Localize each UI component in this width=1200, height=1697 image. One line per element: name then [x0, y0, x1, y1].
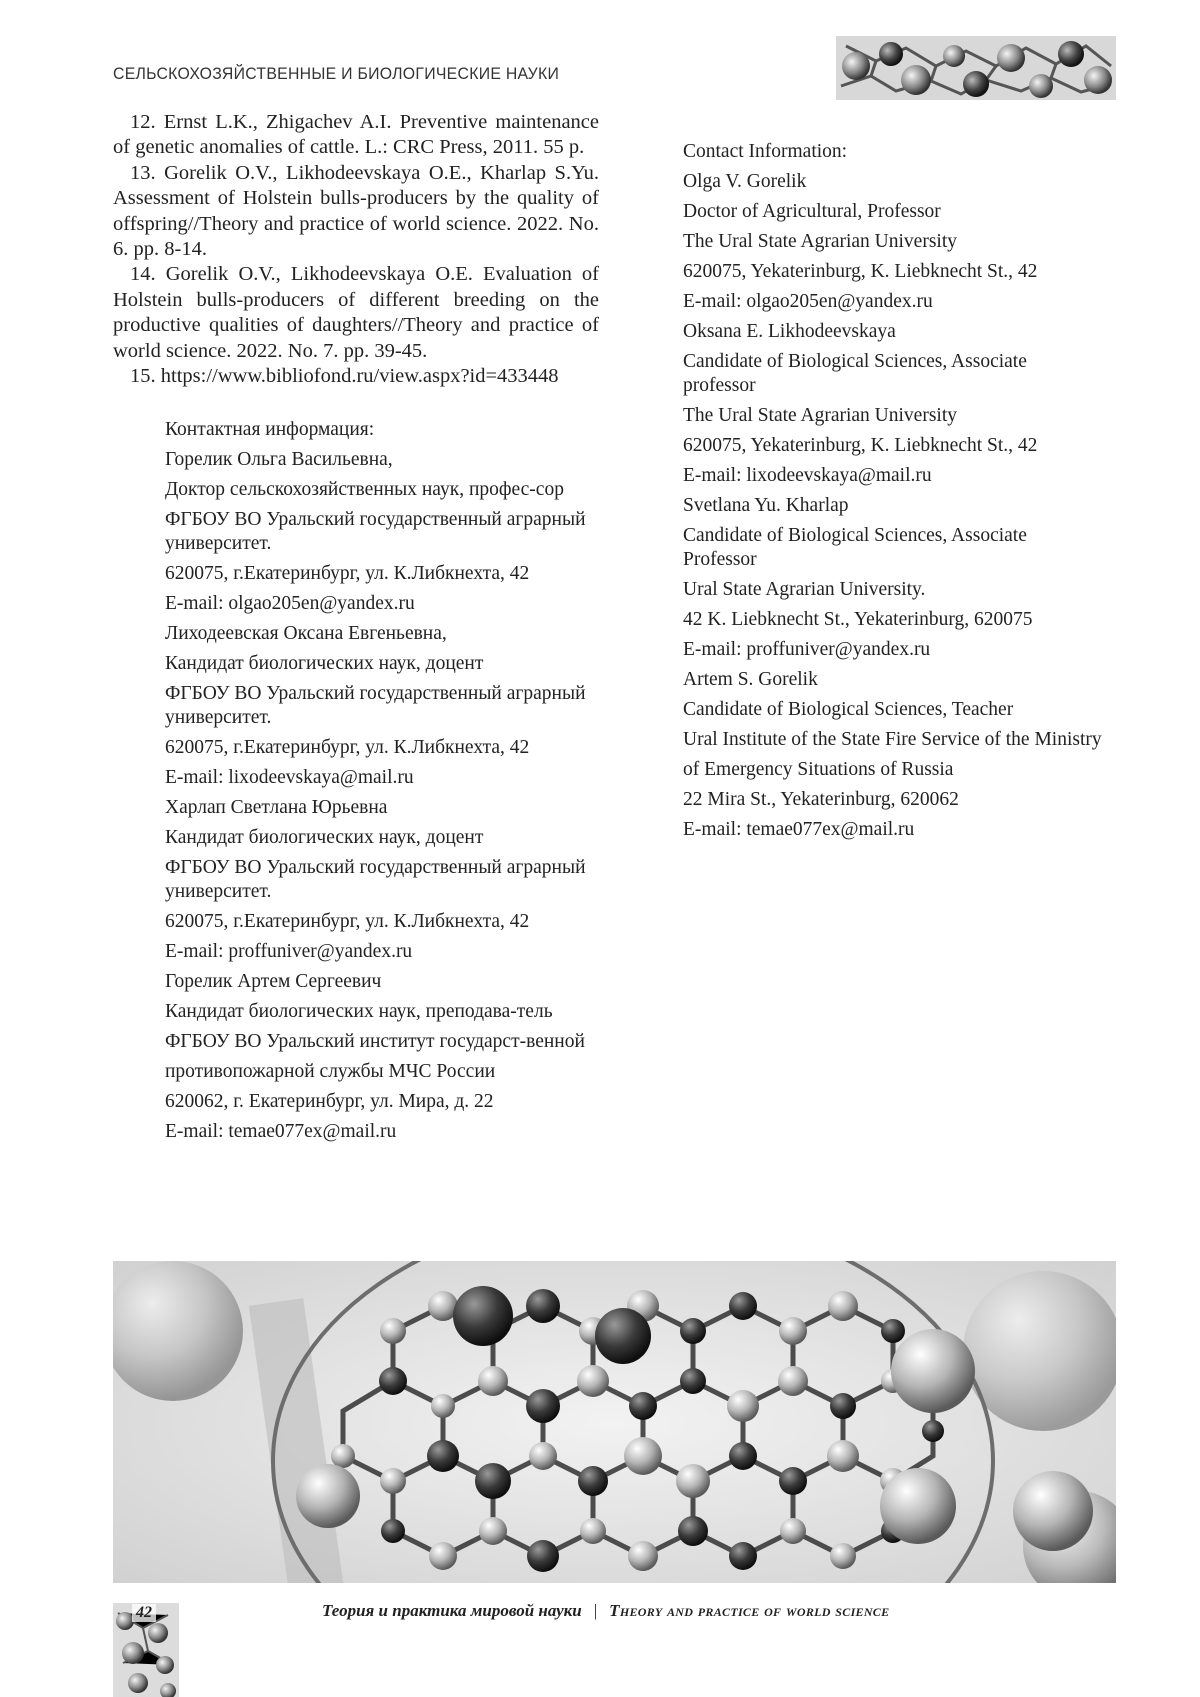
contact-line: Svetlana Yu. Kharlap	[683, 494, 1103, 518]
contact-line: 620075, Yekaterinburg, K. Liebknecht St., 42	[683, 260, 1103, 284]
contact-email: E-mail: proffuniver@yandex.ru	[683, 638, 1103, 662]
contact-line: Кандидат биологических наук, доцент	[165, 826, 595, 850]
journal-title-ru: Теория и практика мировой науки	[322, 1601, 582, 1620]
contact-line: Olga V. Gorelik	[683, 170, 1103, 194]
contact-email: E-mail: olgao205en@yandex.ru	[683, 290, 1103, 314]
contact-line: Горелик Артем Сергеевич	[165, 970, 595, 994]
contact-email: E-mail: temae077ex@mail.ru	[683, 818, 1103, 842]
contact-line: Oksana E. Likhodeevskaya	[683, 320, 1103, 344]
contact-line: The Ural State Agrarian University	[683, 404, 1103, 428]
contact-email: E-mail: proffuniver@yandex.ru	[165, 940, 595, 964]
reference-item: 13. Gorelik O.V., Likhodeevskaya O.E., Kharlap S.Yu. Assessment of Holstein bulls-producers by the quality of offspring//Theory and practice of world science. 2022. No. 6. pp. 8-14.	[113, 161, 599, 263]
contact-email: E-mail: olgao205en@yandex.ru	[165, 592, 595, 616]
contact-line: 620062, г. Екатеринбург, ул. Мира, д. 22	[165, 1090, 595, 1114]
contact-line: ФГБОУ ВО Уральский государственный аграрный университет.	[165, 682, 595, 730]
contact-line: Candidate of Biological Sciences, Associate Professor	[683, 524, 1103, 572]
contact-line: Контактная информация:	[165, 418, 595, 442]
contact-line: ФГБОУ ВО Уральский государственный аграрный университет.	[165, 508, 595, 556]
reference-item: 15. https://www.bibliofond.ru/view.aspx?id=433448	[113, 364, 599, 389]
contact-line: Contact Information:	[683, 140, 1103, 164]
contact-line: of Emergency Situations of Russia	[683, 758, 1103, 782]
contact-line: 620075, г.Екатеринбург, ул. К.Либкнехта, 42	[165, 736, 595, 760]
footer-separator: |	[594, 1601, 597, 1620]
reference-item: 14. Gorelik O.V., Likhodeevskaya O.E. Evaluation of Holstein bulls-producers of different breeding on the productive qualities of daughters//Theory and practice of world science. 2022. No. 7. pp. 39-45.	[113, 262, 599, 364]
contact-line: Кандидат биологических наук, доцент	[165, 652, 595, 676]
references-list	[113, 110, 599, 389]
page-number: 42	[132, 1604, 156, 1622]
contact-line: Ural Institute of the State Fire Service of the Ministry	[683, 728, 1103, 752]
contact-line: Доктор сельскохозяйственных наук, профес-сор	[165, 478, 595, 502]
fullerene-banner-image	[113, 1261, 1116, 1583]
contact-line: Горелик Ольга Васильевна,	[165, 448, 595, 472]
contact-info-english	[683, 140, 1103, 848]
contact-email: E-mail: lixodeevskaya@mail.ru	[165, 766, 595, 790]
header-molecule-image	[836, 36, 1116, 100]
contact-line: 22 Mira St., Yekaterinburg, 620062	[683, 788, 1103, 812]
contact-line: 620075, г.Екатеринбург, ул. К.Либкнехта, 42	[165, 562, 595, 586]
contact-line: 620075, г.Екатеринбург, ул. К.Либкнехта, 42	[165, 910, 595, 934]
reference-item: 12. Ernst L.K., Zhigachev A.I. Preventive maintenance of genetic anomalies of cattle. L.: CRC Press, 2011. 55 p.	[113, 110, 599, 161]
contact-line: The Ural State Agrarian University	[683, 230, 1103, 254]
contact-line: ФГБОУ ВО Уральский государственный аграрный университет.	[165, 856, 595, 904]
contact-line: противопожарной службы МЧС России	[165, 1060, 595, 1084]
journal-title-en: Theory and practice of world science	[609, 1601, 889, 1620]
contact-line: 42 K. Liebknecht St., Yekaterinburg, 620075	[683, 608, 1103, 632]
contact-line: Candidate of Biological Sciences, Teacher	[683, 698, 1103, 722]
contact-line: Лиходеевская Оксана Евгеньевна,	[165, 622, 595, 646]
contact-line: Ural State Agrarian University.	[683, 578, 1103, 602]
contact-email: E-mail: lixodeevskaya@mail.ru	[683, 464, 1103, 488]
contact-line: Кандидат биологических наук, преподава-тель	[165, 1000, 595, 1024]
contact-line: Харлап Светлана Юрьевна	[165, 796, 595, 820]
contact-line: Doctor of Agricultural, Professor	[683, 200, 1103, 224]
contact-line: 620075, Yekaterinburg, K. Liebknecht St., 42	[683, 434, 1103, 458]
section-title: СЕЛЬСКОХОЗЯЙСТВЕННЫЕ И БИОЛОГИЧЕСКИЕ НАУКИ	[113, 64, 559, 84]
contact-line: Candidate of Biological Sciences, Associate professor	[683, 350, 1103, 398]
contact-info-russian	[165, 418, 595, 1150]
contact-email: E-mail: temae077ex@mail.ru	[165, 1120, 595, 1144]
contact-line: Artem S. Gorelik	[683, 668, 1103, 692]
contact-line: ФГБОУ ВО Уральский институт государст-венной	[165, 1030, 595, 1054]
journal-footer	[322, 1601, 889, 1621]
